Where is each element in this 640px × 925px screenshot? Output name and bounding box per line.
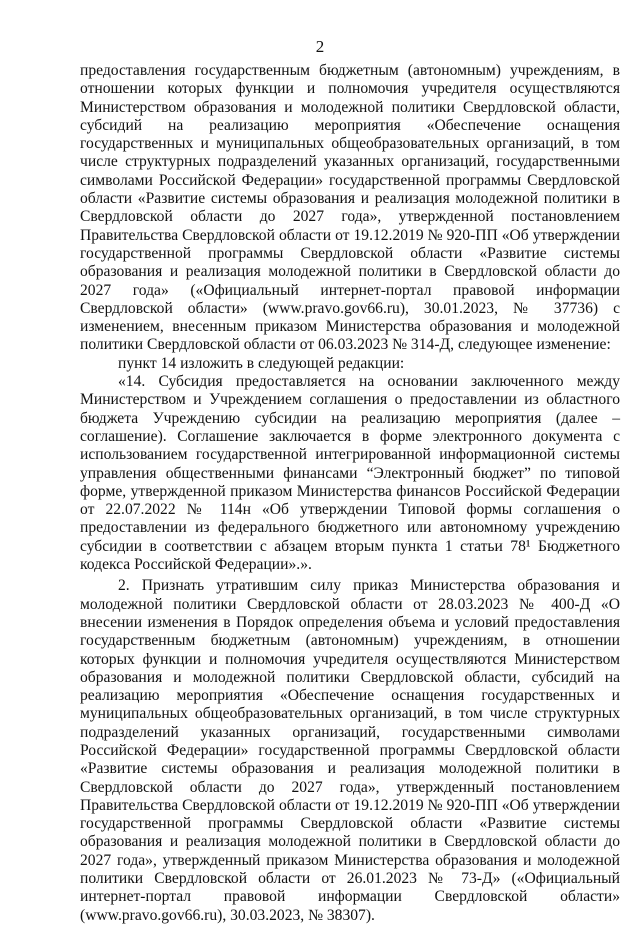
paragraph-continuation: предоставления государственным бюджетным (автономным) учреждениям, в отношении которых функции и полномочия учредителя осуществляются Министерством образования и молодежной политики Свердловской области, субсидий на реализацию мероприятия «Обеспечение оснащения государственных и муниципальных общеобразовательных организаций, в том числе структурных подразделений указанных организаций, государственными символами Российской Федерации» государственной программы Свердловской области «Развитие системы образования и реализация молодежной политики в Свердловской области до 2027 года», утвержденной постановлением Правительства Свердловской области от 19.12.2019 № 920-ПП «Об утверждении государственной программы Свердловской области «Развитие системы образования и реализация молодежной политики в Свердловской области до 2027 года» («Официальный интернет-портал правовой информации Свердловской области» (www.pravo.gov66.ru), 30.01.2023, № 37736) с изменением, внесенным приказом Министерства образования и молодежной политики Свердловской области от 06.03.2023 № 314-Д, следующее изменение: xyxy=(80,62,620,354)
paragraph-item-14-text: «14. Субсидия предоставляется на основании заключенного между Министерством и Учреждением соглашения о предоставлении из областного бюджета Учреждению субсидии на реализацию мероприятия (далее – соглашение). Соглашение заключается в форме электронного документа с использованием государственной интегрированной информационной системы управления общественными финансами “Электронный бюджет” по типовой форме, утвержденной приказом Министерства финансов Российской Федерации от 22.07.2022 № 114н «Об утверждении Типовой формы соглашения о предоставлении из федерального бюджетного или автономному учреждению субсидии в соответствии с абзацем вторым пункта 1 статьи 78¹ Бюджетного кодекса Российской Федерации».». xyxy=(80,373,620,574)
document-body xyxy=(80,62,620,925)
paragraph-item-14-intro: пункт 14 изложить в следующей редакции: xyxy=(118,354,405,372)
page-number: 2 xyxy=(315,37,325,56)
paragraph-item-2: 2. Признать утратившим силу приказ Министерства образования и молодежной политики Свердловской области от 28.03.2023 № 400-Д «О внесении изменения в Порядок определения объема и условий предоставления государственным бюджетным (автономным) учреждениям, в отношении которых функции и полномочия учредителя осуществляются Министерством образования и молодежной политики Свердловской области, субсидий на реализацию мероприятия «Обеспечение оснащения государственных и муниципальных общеобразовательных организаций, в том числе структурных подразделений указанных организаций, государственными символами Российской Федерации» государственной программы Свердловской области «Развитие системы образования и реализация молодежной политики в Свердловской области до 2027 года», утвержденный постановлением Правительства Свердловской области от 19.12.2019 № 920-ПП «Об утверждении государственной программы Свердловской области «Развитие системы образования и реализация молодежной политики в Свердловской области до 2027 года», утвержденный приказом Министерства образования и молодежной политики Свердловской области от 26.01.2023 № 73-Д» («Официальный интернет-портал правовой информации Свердловской области» (www.pravo.gov66.ru), 30.03.2023, № 38307). xyxy=(80,577,620,924)
